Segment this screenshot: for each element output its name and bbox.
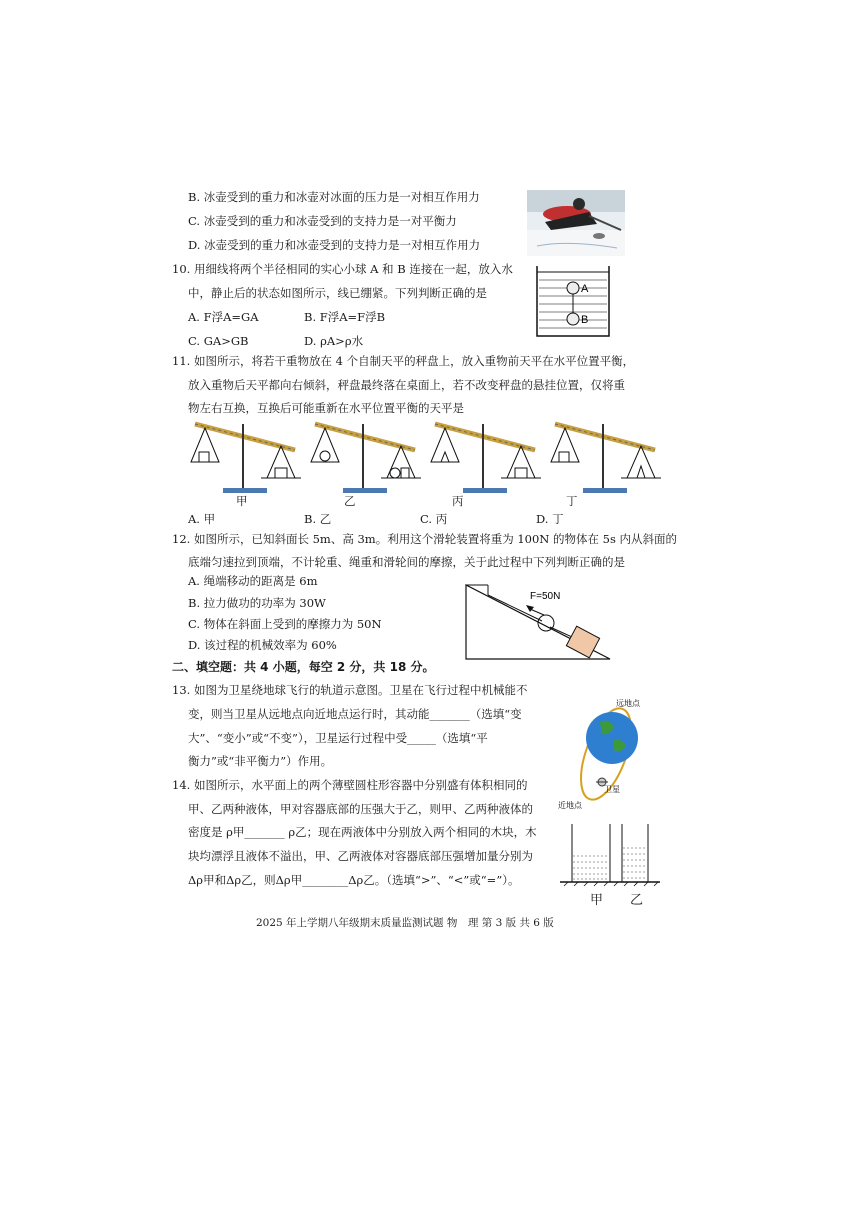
ball-b-label: B (581, 314, 589, 326)
q10-option-d: D. ρA>ρ水 (304, 334, 364, 348)
q13-stem-line2: 变，则当卫星从远地点向近地点运行时，其动能_______（选填“变 (188, 707, 522, 721)
q11-stem-line1: 11. 如图所示，将若干重物放在 4 个自制天平的秤盘上，放入重物前天平在水平位置平衡， (172, 354, 635, 368)
q13-stem-line1: 13. 如图为卫星绕地球飞行的轨道示意图。卫星在飞行过程中机械能不 (172, 683, 528, 697)
q14-stem-line1: 14. 如图所示，水平面上的两个薄壁圆柱形容器中分别盛有体积相同的 (172, 778, 528, 792)
q9-option-c: C. 冰壶受到的重力和冰壶受到的支持力是一对平衡力 (188, 214, 457, 228)
page-footer: 2025 年上学期八年级期末质量监测试题 物 理 第 3 版 共 6 版 (256, 917, 554, 929)
q12-option-a: A. 绳端移动的距离是 6m (188, 574, 318, 588)
incline-pulley-figure (460, 575, 620, 665)
section-2-heading: 二、填空题：共 4 小题，每空 2 分，共 18 分。 (172, 660, 435, 674)
balances-figure (185, 416, 675, 508)
container-label-jia: 甲 (590, 893, 604, 908)
q13-stem-line4: 衡力”或“非平衡力”）作用。 (188, 754, 333, 768)
containers-figure (560, 822, 660, 888)
balance-label-ding: 丁 (566, 494, 578, 508)
balance-ding (551, 424, 661, 493)
q9-option-b: B. 冰壶受到的重力和冰壶对冰面的压力是一对相互作用力 (188, 190, 480, 204)
q12-stem-line1: 12. 如图所示，已知斜面长 5m、高 3m。利用这个滑轮装置将重为 100N 的物体在 5s 内从斜面的 (172, 532, 678, 546)
balance-jia (191, 424, 301, 493)
q11-option-c: C. 丙 (420, 512, 448, 526)
q11-option-b: B. 乙 (304, 512, 332, 526)
q12-option-c: C. 物体在斜面上受到的摩擦力为 50N (188, 617, 382, 631)
q10-stem-line1: 10. 用细线将两个半径相同的实心小球 A 和 B 连接在一起，放入水 (172, 262, 513, 276)
satellite-orbit-figure (556, 692, 666, 810)
q10-option-b: B. F浮A=F浮B (304, 310, 386, 324)
beaker-figure (533, 264, 613, 340)
satellite-label: 卫星 (604, 785, 620, 794)
q11-stem-line2: 放入重物后天平都向右倾斜，秤盘最终落在桌面上，若不改变秤盘的悬挂位置，仅将重 (188, 378, 625, 392)
balance-label-yi: 乙 (344, 494, 356, 508)
q12-stem-line2: 底端匀速拉到顶端，不计轮重、绳重和滑轮间的摩擦，关于此过程中下列判断正确的是 (188, 555, 625, 569)
balance-bing (431, 424, 541, 493)
q13-stem-line3: 大”、“变小”或“不变”），卫星运行过程中受_____（选填“平 (188, 731, 488, 745)
q14-stem-line5: Δρ甲和Δρ乙，则Δρ甲________Δρ乙。（选填“>”、“<”或“=”）。 (188, 873, 520, 887)
q9-option-d: D. 冰壶受到的重力和冰壶受到的支持力是一对相互作用力 (188, 238, 481, 252)
q11-option-a: A. 甲 (188, 512, 216, 526)
curling-photo (527, 190, 625, 256)
container-label-yi: 乙 (630, 893, 644, 908)
q10-stem-line2: 中，静止后的状态如图所示，线已绷紧。下列判断正确的是 (188, 286, 487, 300)
q14-stem-line3: 密度是 ρ甲_______ ρ乙；现在两液体中分别放入两个相同的木块，木 (188, 825, 537, 839)
q12-option-b: B. 拉力做功的功率为 30W (188, 596, 326, 610)
balance-label-jia: 甲 (236, 494, 248, 508)
balance-label-bing: 丙 (452, 494, 464, 508)
ball-a-label: A (581, 283, 589, 295)
far-point-label: 远地点 (616, 699, 640, 708)
q10-option-a: A. F浮A=GA (188, 310, 259, 324)
near-point-label: 近地点 (558, 801, 582, 810)
q14-stem-line2: 甲、乙两种液体，甲对容器底部的压强大于乙，则甲、乙两种液体的 (188, 802, 533, 816)
q11-option-d: D. 丁 (536, 512, 564, 526)
force-label: F=50N (530, 591, 561, 602)
q11-stem-line3: 物左右互换，互换后可能重新在水平位置平衡的天平是 (188, 401, 464, 415)
q10-option-c: C. GA>GB (188, 334, 249, 348)
q12-option-d: D. 该过程的机械效率为 60% (188, 638, 337, 652)
balance-yi (311, 424, 421, 493)
q14-stem-line4: 块均漂浮且液体不溢出，甲、乙两液体对容器底部压强增加量分别为 (188, 849, 533, 863)
